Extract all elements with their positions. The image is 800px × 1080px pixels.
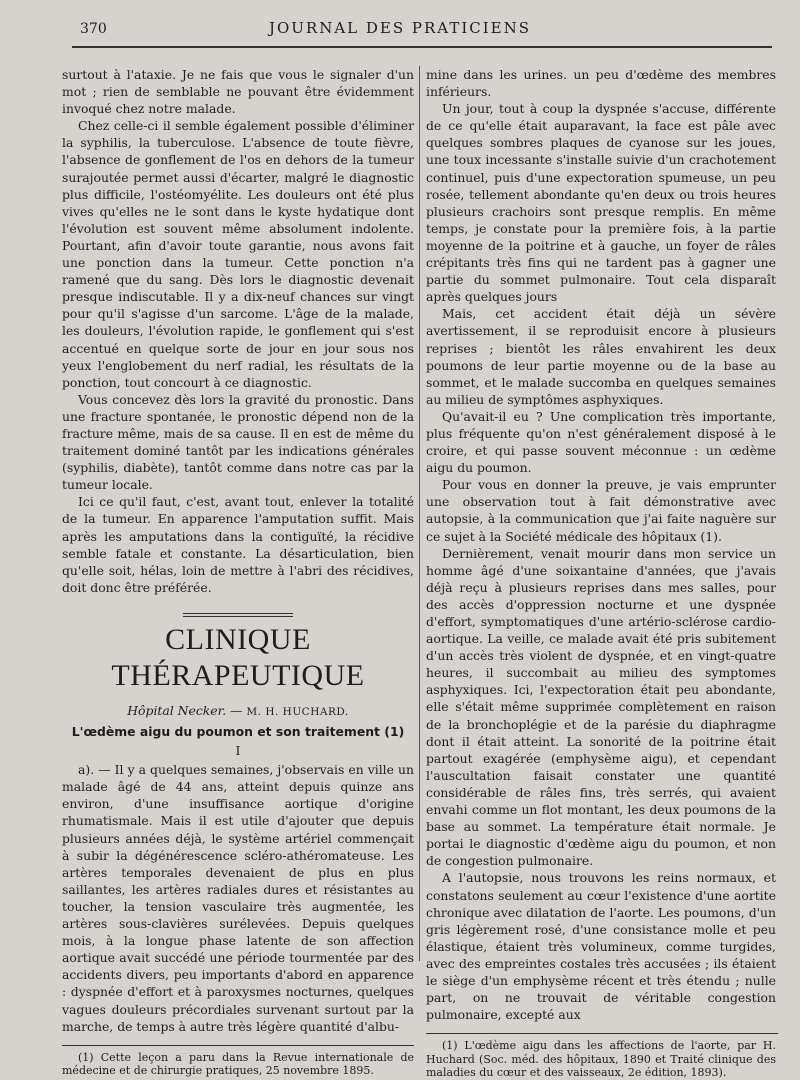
paragraph: mine dans les urines. un peu d'œdème des membres inférieurs. [426, 67, 776, 100]
left-column [62, 66, 414, 1078]
paragraph: Un jour, tout à coup la dyspnée s'accuse, différente de ce qu'elle était auparavant, la face est pâle avec quelques sombres plaques de cyanose sur les joues, une toux incessante s'installe suivie d'un crachotement continuel, puis d'une expectoration spumeuse, un peu rosée, tellement abondante qu'en deux ou trois heures plusieurs crachoirs sont presque remplis. En même temps, je constate pour la première fois, à la partie moyenne de la poitrine et à gauche, un foyer de râles crépitants très fins qui ne tardent pas à gagner une partie du sommet pulmonaire. Tout cela disparaît après quelques jours [426, 101, 776, 305]
page-header [0, 0, 800, 52]
header-rule [72, 46, 772, 48]
paragraph: Qu'avait-il eu ? Une complication très importante, plus fréquente qu'on n'est généralement disposé à le croire, et qui passe souvent méconnue : un œdème aigu du poumon. [426, 408, 776, 476]
footnote-rule [426, 1033, 778, 1034]
section-ornament [62, 604, 414, 618]
paragraph: Mais, cet accident était déjà un sévère avertissement, il se reproduisit encore à plusieurs reprises ; bientôt les râles envahirent les deux poumons de leur partie moyenne ou de la base au sommet, et le malade succomba en quelques semaines au milieu de symptômes asphyxiques. [426, 306, 776, 407]
paragraph: Ici ce qu'il faut, c'est, avant tout, enlever la totalité de la tumeur. En apparence l'amputation suffit. Mais après les amputations dans la contiguïté, la récidive semble fatale et constante. La désarticulation, bien qu'elle soit, hélas, loin de mettre à l'abri des récidives, doit donc être préférée. [62, 494, 414, 595]
paragraph: Pour vous en donner la preuve, je vais emprunter une observation tout à fait démonstrative avec autopsie, à la communication que j'ai faite naguère sur ce sujet à la Société médicale des hôpitaux (1). [426, 477, 776, 544]
right-column [426, 66, 776, 1080]
paragraph: surtout à l'ataxie. Je ne fais que vous le signaler d'un mot ; rien de semblable ne pouvant être évidemment invoqué chez notre malade. [62, 67, 414, 117]
paragraph: Dernièrement, venait mourir dans mon service un homme âgé d'une soixantaine d'années, que j'avais déjà reçu à plusieurs reprises dans mes salles, pour des accès d'oppression nocturne et une dyspnée d'effort, symptomatiques d'une artério-sclérose cardio-aortique. La veille, ce malade avait été pris subitement d'un accès très violent de dyspnée, et en vingt-quatre heures, il succombait au milieu des symptomes asphyxiques. Ici, l'expectoration était peu abondante, elle s'était même supprimée complètement en raison de la bronchoplégie et de la parésie du diaphragme dont il était atteint. La sonorité de la poitrine était partout exagérée (emphysème aigu), et cependant l'auscultation faisait constater une quantité considérable de râles fins, très serrés, qui avaient envahi comme un flot montant, les deux poumons de la base au sommet. La température était normale. Je portai le diagnostic d'œdème aigu du poumon, et non de congestion pulmonaire. [426, 545, 776, 869]
section-title: CLINIQUE THÉRAPEUTIQUE [111, 622, 365, 692]
footnote-rule [62, 1045, 414, 1046]
page-number: 370 [80, 21, 107, 37]
paragraph: Vous concevez dès lors la gravité du pronostic. Dans une fracture spontanée, le pronostic dépend non de la fracture même, mais de sa cause. Il en est de même du traitement dominé tantôt par les indications générales (syphilis, diabète), tantôt comme dans notre cas par la tumeur locale. [62, 391, 414, 493]
lecture-source [62, 702, 414, 721]
journal-title: JOURNAL DES PRATICIENS [268, 19, 532, 37]
footnote: (1) Cette leçon a paru dans la Revue internationale de médecine et de chirurgie pratiques, 25 novembre 1895. [62, 1050, 414, 1078]
lesson-title: L'œdème aigu du poumon et son traitement (1) [71, 724, 405, 739]
hospital-name: Hôpital Necker. — [127, 702, 243, 718]
column-divider [419, 66, 420, 961]
paragraph: a). — Il y a quelques semaines, j'observais en ville un malade âgé de 44 ans, atteint depuis quinze ans environ, d'une insuffisance aortique d'origine rhumatismale. Mais il est utile d'ajouter que depuis plusieurs années déjà, le système artériel commençait à subir la dégénérescence scléro-athéromateuse. Les artères temporales devenaient de plus en plus saillantes, les artères radiales dures et résistantes au toucher, la tension vasculaire très augmentée, les artères sous-clavières surélevées. Depuis quelques mois, à la longue phase latente de son affection aortique avait succédé une période tourmentée par des accidents divers, peu importants d'abord en apparence : dyspnée d'effort et à paroxysmes nocturnes, quelques vagues douleurs précordiales survenant surtout par la marche, de temps à autre très légère quantité d'albu- [62, 762, 414, 1034]
part-number: I [235, 743, 241, 759]
paragraph: Chez celle-ci il semble également possible d'éliminer la syphilis, la tuberculose. L'absence de toute fièvre, l'absence de gonflement de l'os en dehors de la tumeur surajoutée permet aussi d'écarter, malgré le diagnostic plus difficile, l'ostéomyélite. Les douleurs ont été plus vives qu'elles ne le sont dans le kyste hydatique dont l'évolution est souvent même absolument indolente. Pourtant, afin d'avoir toute garantie, nous avons fait une ponction dans la tumeur. Cette ponction n'a ramené que du sang. Dès lors le diagnostic devenait presque indiscutable. Il y a dix-neuf chances sur vingt pour qu'il s'agisse d'un sarcome. L'âge de la malade, les douleurs, l'évolution rapide, le gonflement qui s'est accentué en quelque sorte de jour en jour sous nos yeux l'englobement du nerf radial, les résultats de la ponction, tout concourt à ce diagnostic. [62, 118, 414, 390]
paragraph: A l'autopsie, nous trouvons les reins normaux, et constatons seulement au cœur l'existence d'une aortite chronique avec dilatation de l'aorte. Les poumons, d'un gris légèrement rosé, d'une consistance molle et peu élastique, étaient très volumineux, comme turgides, avec des empreintes costales très accusées ; ils étaient le siège d'un emphysème récent et très étendu ; nulle part, on ne trouvait de véritable congestion pulmonaire, excepté aux [426, 870, 776, 1023]
author-name: M. H. HUCHARD. [246, 705, 349, 718]
footnote: (1) L'œdème aigu dans les affections de l'aorte, par H. Huchard (Soc. méd. des hôpitaux, 1890 et Traité clinique des maladies du cœur et des vaisseaux, 2e édition, 1893). [426, 1039, 776, 1080]
